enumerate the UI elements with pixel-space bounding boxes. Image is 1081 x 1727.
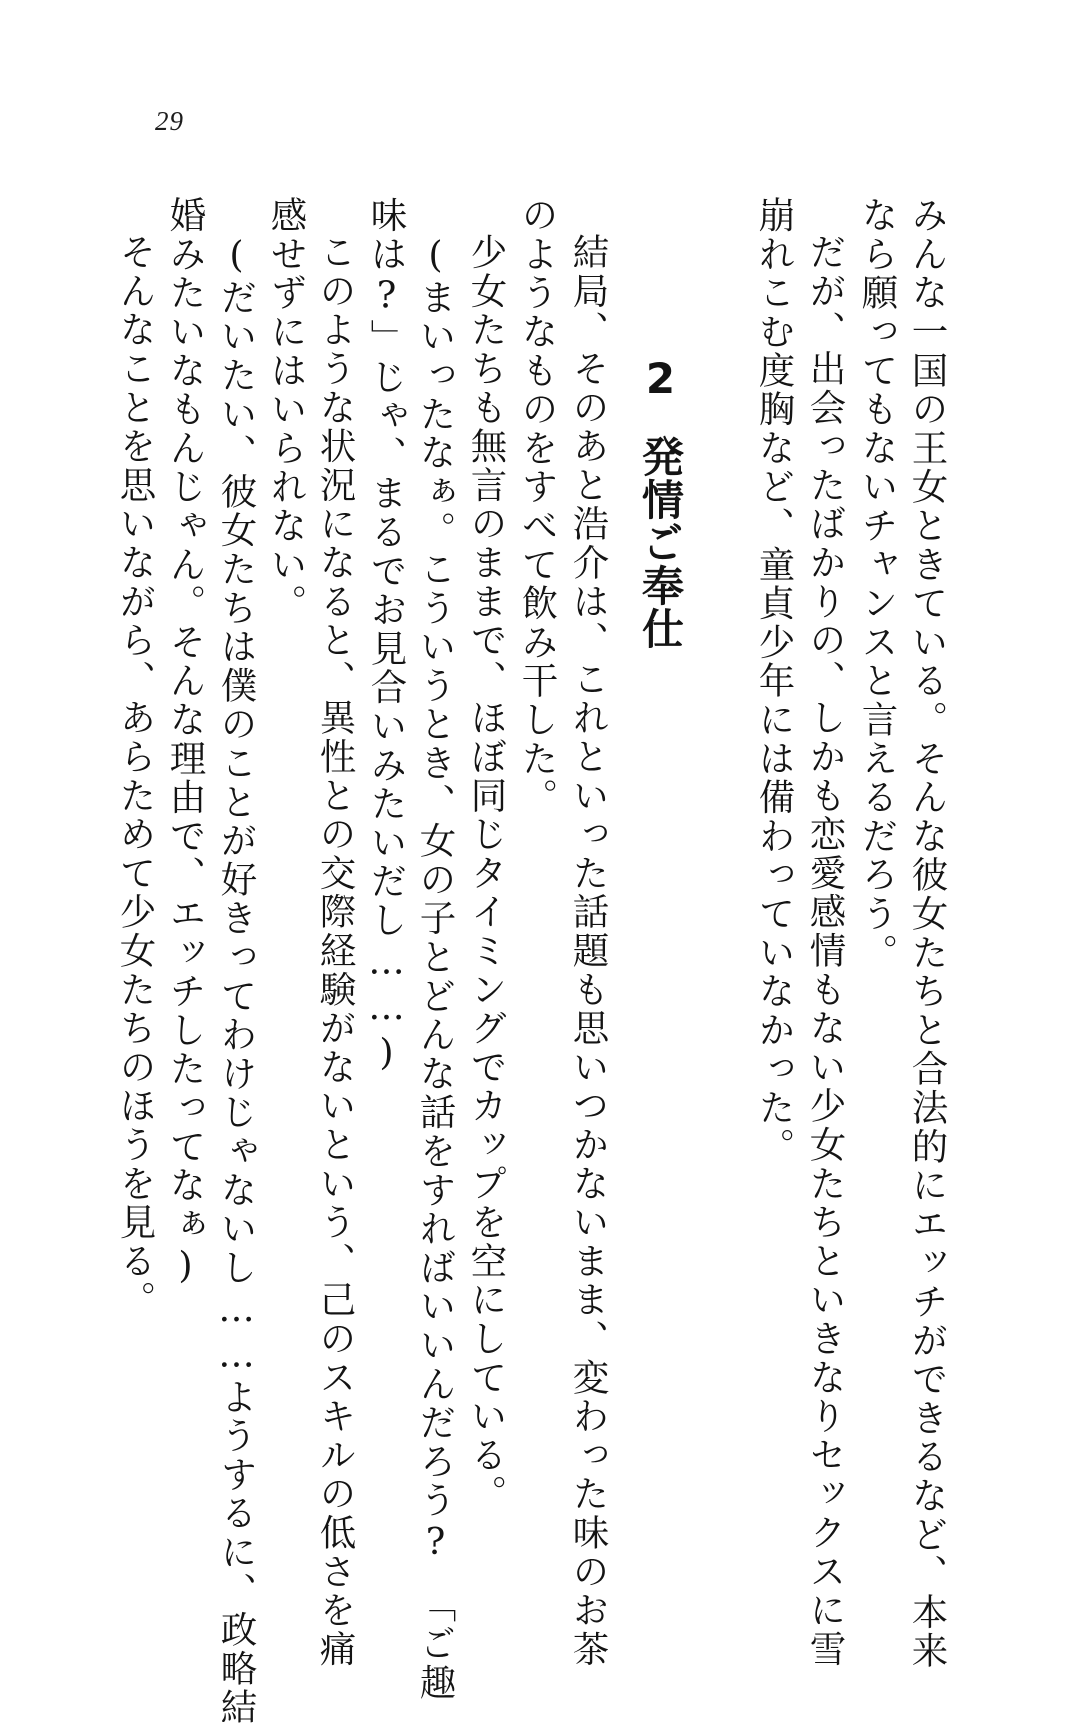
page-number: 29 [155, 106, 184, 136]
section-heading-number: 2 [636, 354, 685, 403]
text-line-7: 少女たちも無言のままで、ほぼ同じタイミングでカップを空にしている。 [465, 233, 508, 1514]
text-line-3: だが、出会ったばかりの、しかも恋愛感情もない少女たちといきなりセックスに雪 [804, 233, 847, 1669]
section-heading [634, 354, 686, 650]
text-line-6: のようなものをすべて飲み干した。 [516, 196, 559, 817]
text-line-8: (まいったなぁ。こういうとき、女の子とどんな話をすればいいんだろう? 「ご趣 [414, 233, 457, 1703]
text-line-13: 婚みたいなもんじゃん。そんな理由で、エッチしたってなぁ) [164, 196, 207, 1289]
text-line-9: 味は?」じゃ、まるでお見合いみたいだし……) [365, 196, 408, 1076]
text-line-5: 結局、そのあと浩介は、これといった話題も思いつかないまま、変わった味のお茶 [567, 233, 610, 1669]
text-line-11: 感せずにはいられない。 [265, 196, 308, 623]
text-line-12: (だいたい、彼女たちは僕のことが好きってわけじゃないし……ようするに、政略結 [215, 233, 258, 1727]
text-line-2: なら願ってもないチャンスと言えるだろう。 [856, 196, 899, 972]
text-line-10: このような状況になると、異性との交際経験がないという、己のスキルの低さを痛 [314, 233, 357, 1669]
text-line-4: 崩れこむ度胸など、童貞少年には備わっていなかった。 [753, 196, 796, 1166]
section-heading-title: 発情ご奉仕 [636, 435, 685, 650]
heading-spacer [655, 403, 665, 435]
text-line-1: みんな一国の王女ときている。そんな彼女たちと合法的にエッチができるなど、本来 [906, 196, 949, 1671]
text-line-14: そんなことを思いながら、あらためて少女たちのほうを見る。 [114, 233, 157, 1320]
